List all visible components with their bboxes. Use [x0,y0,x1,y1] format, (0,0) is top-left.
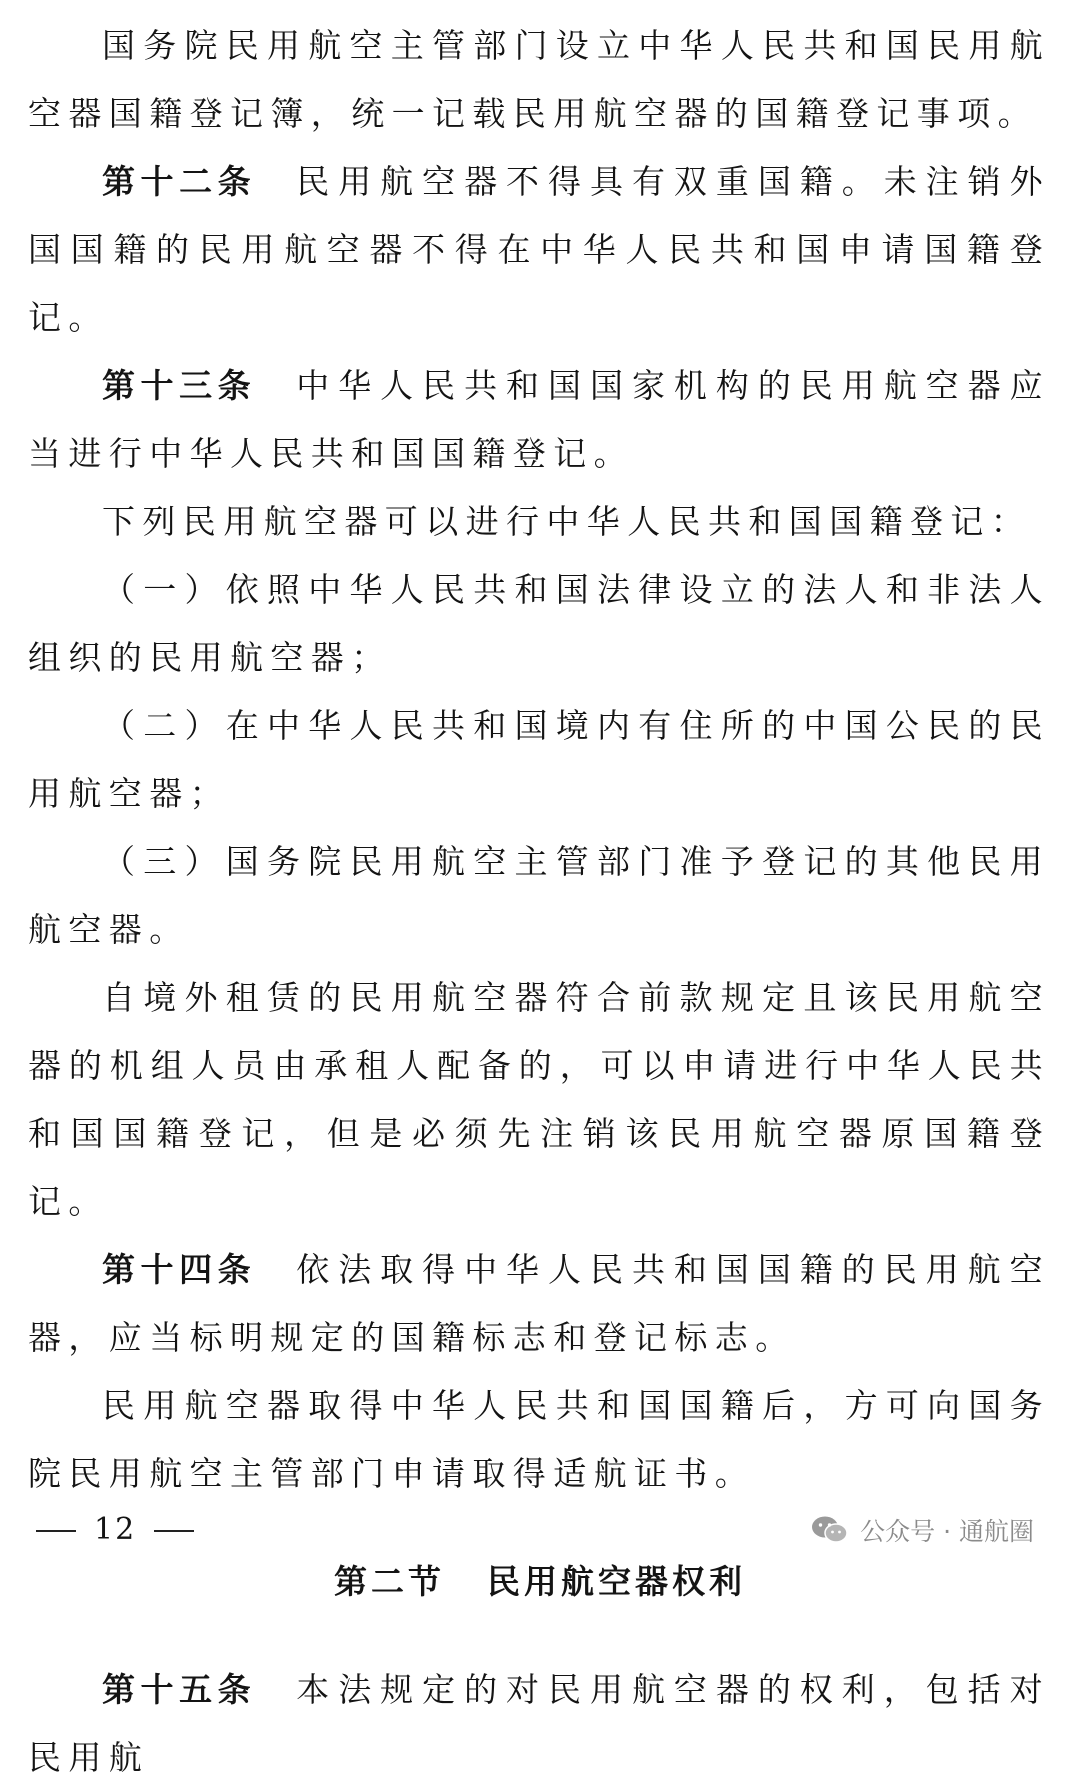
article-15 [0,1656,1080,1792]
dash-left [36,1530,76,1532]
paragraph-text: 自境外租赁的民用航空器符合前款规定且该民用航空器的机组人员由承租人配备的，可以申请进行中华人民共和国国籍登记，但是必须先注销该民用航空器原国籍登记。 [28,978,1050,1221]
article-13 [0,352,1080,488]
paragraph-text: （一）依照中华人民共和国法律设立的法人和非法人组织的民用航空器； [28,570,1050,677]
article-14 [0,1236,1080,1372]
article-number: 第十四条 [102,1250,257,1289]
list-item-3 [0,828,1080,964]
article-number: 第十二条 [102,162,257,201]
paragraph-text: （二）在中华人民共和国境内有住所的中国公民的民用航空器； [28,706,1050,813]
watermark [810,1508,1034,1552]
dash-right [154,1530,194,1532]
page-number [36,1510,194,1550]
paragraph-text: 本法规定的对民用航空器的权利，包括对民用航 [28,1670,1050,1777]
paragraph-list-intro [0,488,1080,556]
article-number: 第十三条 [102,366,257,405]
list-item-2 [0,692,1080,828]
wechat-icon [810,1514,850,1546]
article-12 [0,148,1080,352]
section-title: 民用航空器权利 [487,1562,746,1601]
paragraph-text: 中华人民共和国国家机构的民用航空器应当进行中华人民共和国国籍登记。 [28,366,1050,473]
paragraph-lease [0,964,1080,1236]
paragraph-text: 民用航空器不得具有双重国籍。未注销外国国籍的民用航空器不得在中华人民共和国申请国籍登记。 [28,162,1050,337]
paragraph-airworthiness [0,1372,1080,1508]
article-number: 第十五条 [102,1670,257,1709]
paragraph-text: 国务院民用航空主管部门设立中华人民共和国民用航空器国籍登记簿，统一记载民用航空器的国籍登记事项。 [28,26,1050,133]
paragraph-text: 下列民用航空器可以进行中华人民共和国国籍登记： [102,502,1032,541]
section-number: 第二节 [334,1562,445,1601]
list-item-1 [0,556,1080,692]
paragraph-text: 依法取得中华人民共和国国籍的民用航空器，应当标明规定的国籍标志和登记标志。 [28,1250,1050,1357]
section-heading [0,1548,1080,1616]
paragraph-text: （三）国务院民用航空主管部门准予登记的其他民用航空器。 [28,842,1050,949]
paragraph-1 [0,12,1080,148]
page-number-value: 12 [94,1512,137,1547]
paragraph-text: 民用航空器取得中华人民共和国国籍后，方可向国务院民用航空主管部门申请取得适航证书。 [28,1386,1050,1493]
watermark-text: 公众号 · 通航圈 [860,1517,1034,1546]
